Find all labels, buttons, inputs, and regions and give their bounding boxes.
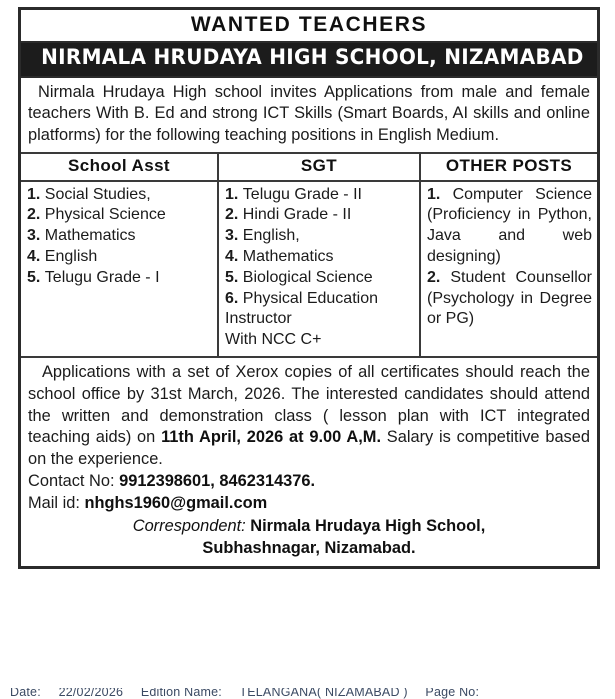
contact-label: Contact No:: [28, 472, 120, 491]
list-item-label: English,: [242, 227, 300, 245]
list-item: [225, 226, 414, 247]
application-paragraph: [28, 362, 590, 471]
mail-label: Mail id:: [28, 493, 85, 512]
school-name-text: NIRMALA HRUDAYA HIGH SCHOOL, NIZAMABAD: [41, 43, 577, 76]
list-item-number: 3.: [225, 227, 243, 245]
list-item: [27, 268, 212, 289]
list-item: [27, 247, 212, 268]
correspondent-label: Correspondent:: [132, 516, 251, 535]
advertisement-box: [18, 7, 600, 569]
contact-number: 9912398601, 8462314376.: [119, 472, 316, 491]
mail-line: [28, 493, 590, 515]
list-item-number: 4.: [225, 247, 243, 265]
cell-other-posts: [420, 181, 597, 356]
list-item: [27, 226, 212, 247]
column-header-school-asst: School Asst: [21, 153, 218, 181]
application-text-part1: Applications with a set of Xerox copies of all certificates should reach the school office by 31st March, 2026. The interested candidates should attend the written and demonstration class ( lesson plan with ICT integrated teaching aids) on: [28, 362, 590, 447]
list-item: [225, 289, 414, 331]
intro-paragraph: Nirmala Hrudaya High school invites Applications from male and female teachers With B. Ed and strong ICT Skills (Smart Boards, AI skills and online platforms) for the following teaching positions in English Medium.: [28, 82, 590, 144]
list-item-label: English: [44, 247, 98, 265]
list-item-label: Mathematics: [44, 227, 136, 245]
footer-page-label: Page No:: [425, 688, 480, 699]
application-details: [21, 356, 597, 566]
list-item-label: Hindi Grade - II: [242, 206, 352, 224]
list-item-number: 2.: [225, 206, 243, 224]
list-item-label: Telugu Grade - II: [242, 185, 362, 203]
list-item-note: With NCC C+: [225, 331, 322, 349]
correspondent-school-name: Nirmala Hrudaya High School,: [250, 516, 486, 535]
list-item: [225, 205, 414, 226]
list-item-number: 6.: [225, 289, 243, 307]
posts-table: [21, 152, 597, 356]
list-item-number: 1.: [225, 185, 243, 203]
cell-school-asst: [21, 181, 218, 356]
school-name-banner: [21, 41, 597, 78]
list-item-number: 4.: [27, 247, 45, 265]
list-item-number: 2.: [427, 268, 451, 286]
list-item: [27, 185, 212, 206]
cell-sgt: [218, 181, 420, 356]
footer-text: [10, 688, 493, 699]
list-item: [225, 268, 414, 289]
list-item-number: 1.: [427, 185, 453, 203]
page-title: WANTED TEACHERS: [190, 13, 428, 36]
contact-line: [28, 471, 590, 493]
footer-edition-value: TELANGANA( NIZAMABAD ): [239, 688, 408, 699]
correspondent-block: [28, 516, 590, 560]
list-item: [427, 185, 592, 268]
footer-date-label: Date:: [10, 688, 41, 699]
newspaper-footer: [0, 688, 615, 699]
list-item-label: Physical Science: [44, 206, 166, 224]
list-item-number: 3.: [27, 227, 45, 245]
column-header-other-posts: OTHER POSTS: [420, 153, 597, 181]
mail-address: nhghs1960@gmail.com: [84, 493, 268, 512]
list-item-label: Telugu Grade - I: [44, 268, 160, 286]
table-header-row: [21, 153, 597, 181]
footer-edition-label: Edition Name:: [140, 688, 222, 699]
list-item-label: Biological Science: [242, 268, 373, 286]
list-item-label: Computer Science (Proficiency in Python, Java and web designing): [427, 185, 592, 265]
list-item-number: 2.: [27, 206, 45, 224]
exam-date-text: 11th April, 2026 at 9.00 A,M.: [161, 428, 381, 447]
post-list-school-asst: [27, 185, 212, 289]
list-item-label: Social Studies,: [44, 185, 151, 203]
footer-date-value: 22/02/2026: [58, 688, 124, 699]
list-item-label: Student Counsellor (Psychology in Degree or PG): [427, 268, 592, 328]
list-item: [225, 247, 414, 268]
post-list-sgt: [225, 185, 414, 351]
correspondent-address: Subhashnagar, Nizamabad.: [202, 538, 416, 557]
list-item: [225, 185, 414, 206]
list-item-number: 5.: [225, 268, 243, 286]
list-item: [427, 268, 592, 330]
post-list-other-posts: [427, 185, 592, 331]
list-item-number: 5.: [27, 268, 45, 286]
list-item-label: Mathematics: [242, 247, 334, 265]
column-header-sgt: SGT: [218, 153, 420, 181]
list-item-number: 1.: [27, 185, 45, 203]
list-item: [27, 205, 212, 226]
application-text-part2: Salary is competitive based on the experience.: [28, 428, 590, 469]
table-body-row: [21, 181, 597, 356]
list-item-label: Physical Education Instructor: [225, 289, 378, 328]
